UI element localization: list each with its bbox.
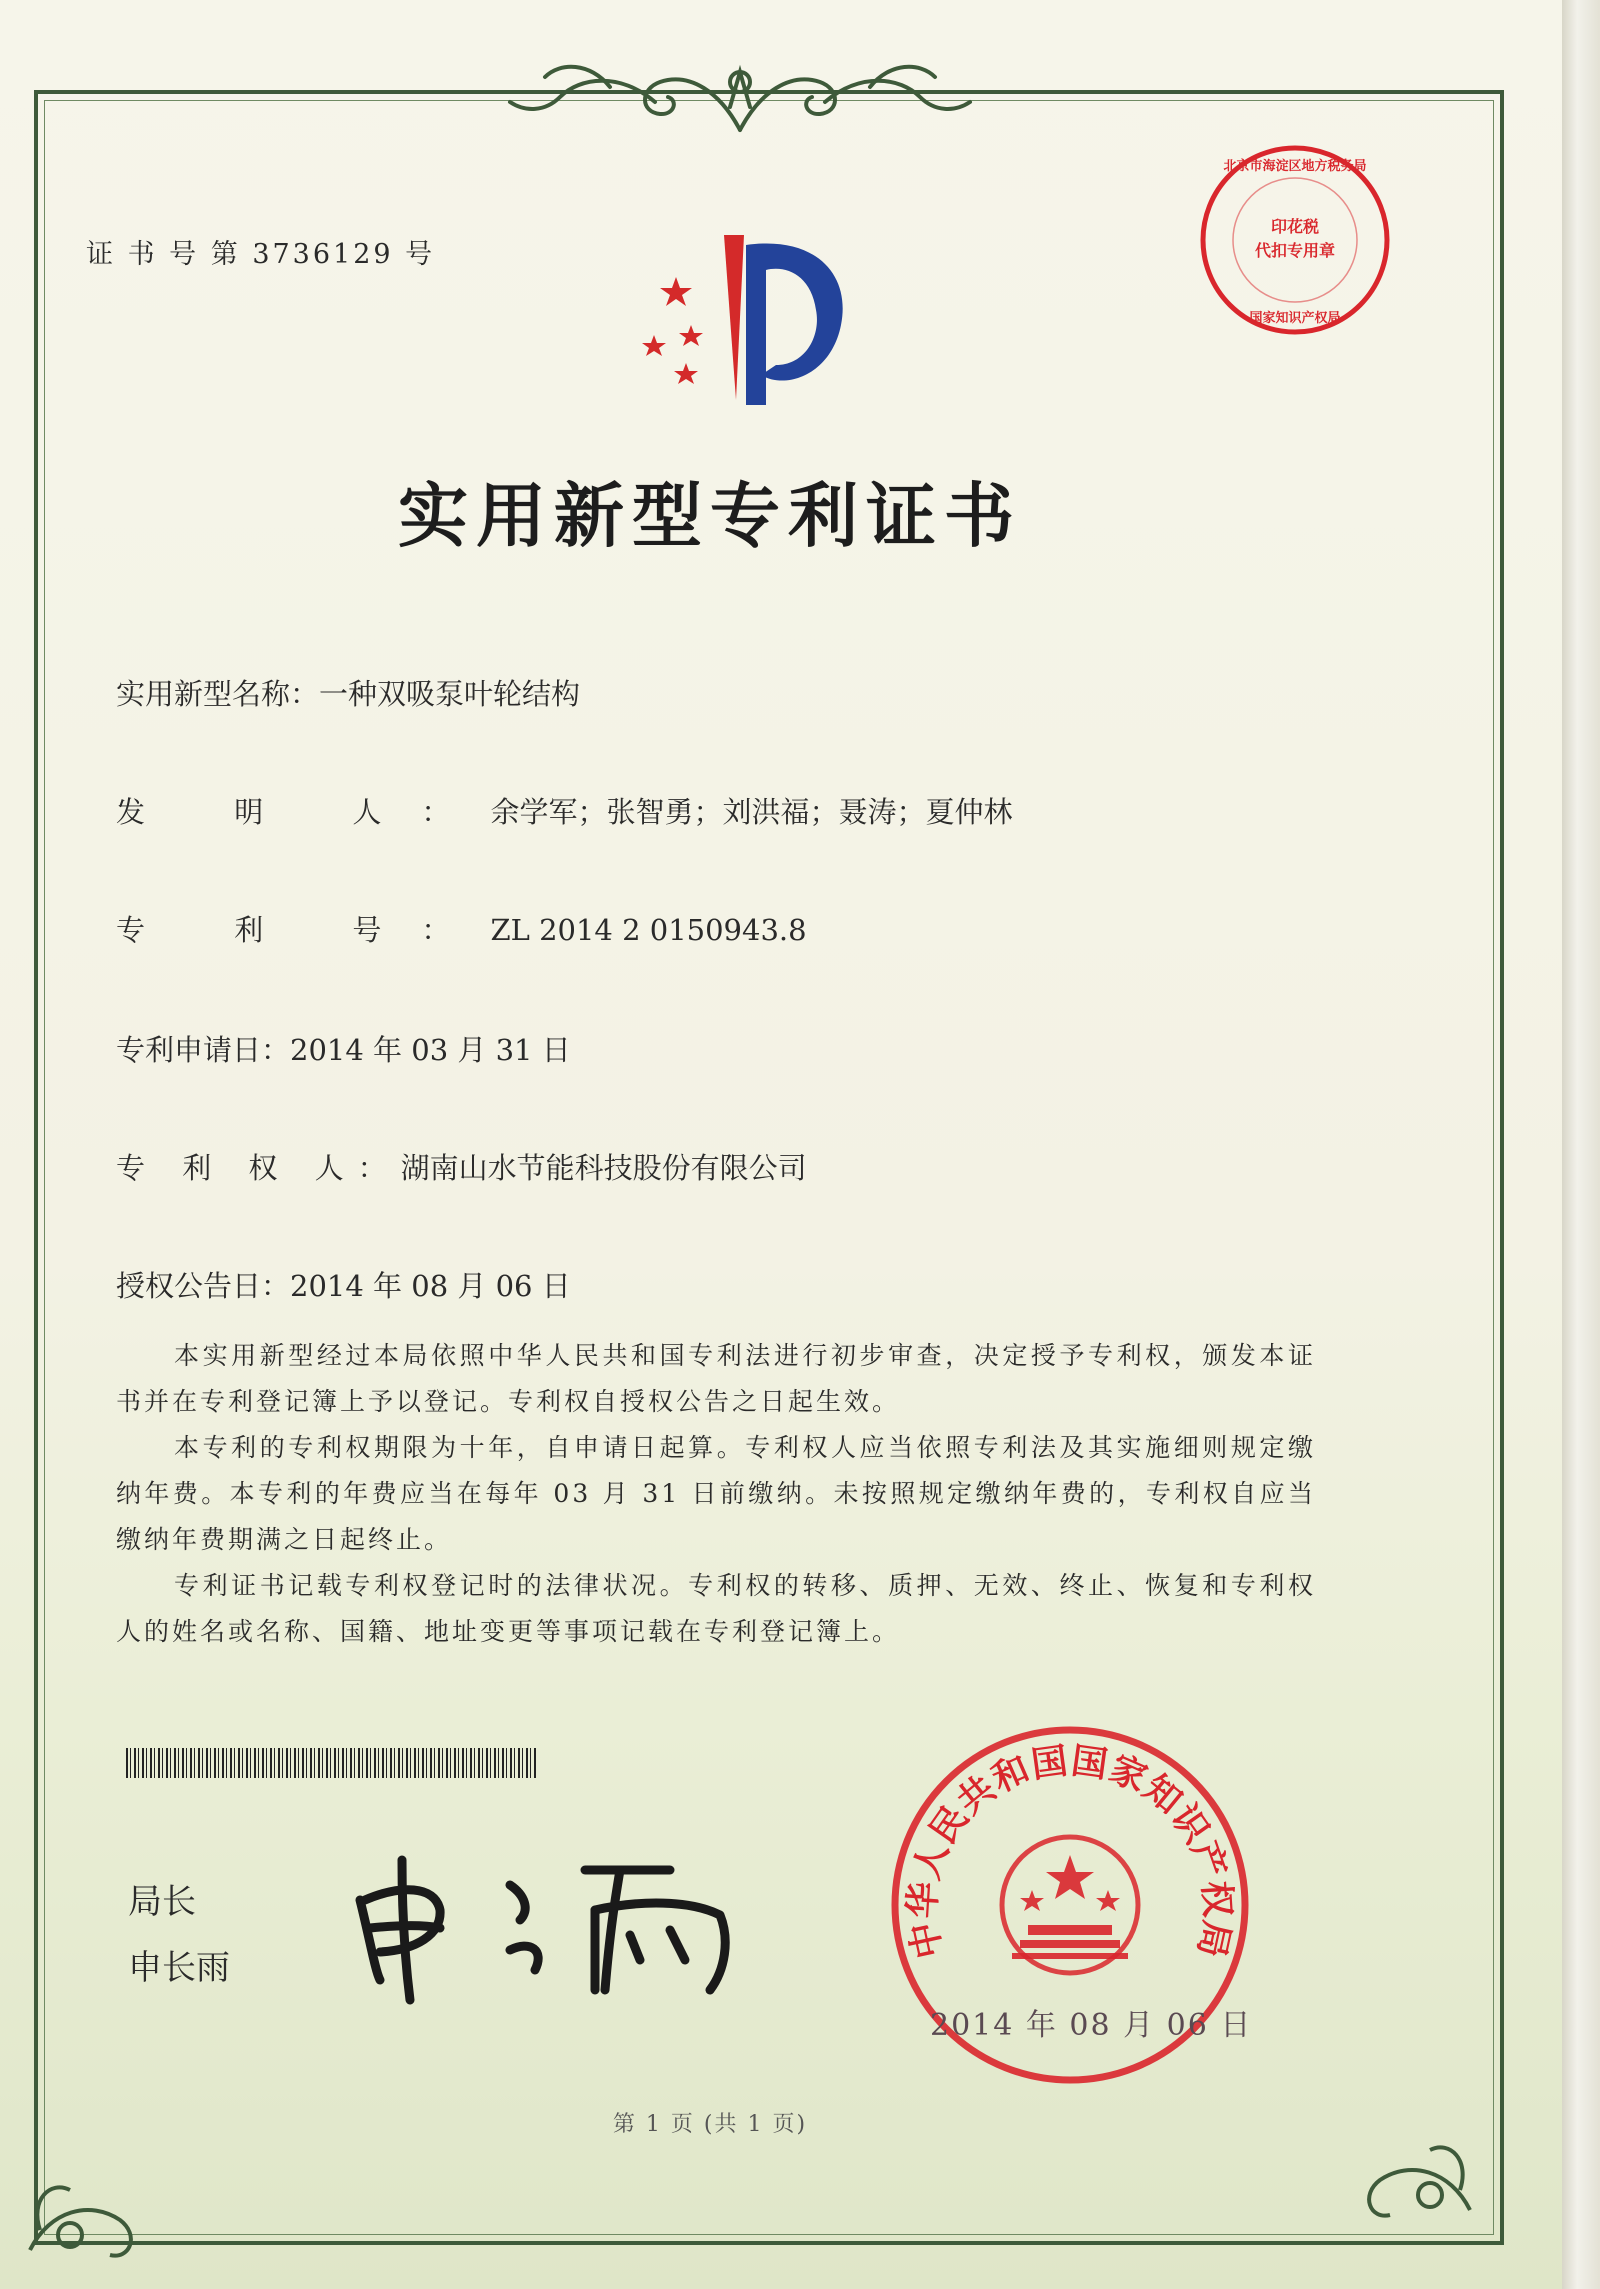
field-label: 专利申请日： [116,1033,291,1067]
certificate-number: 证 书 号 第 3736129 号 [86,239,436,270]
utility-model-name-row [116,672,580,713]
field-value: 一种双吸泵叶轮结构 [319,677,581,711]
svg-text:中华人民共和国国家知识产权局: 中华人民共和国国家知识产权局 [902,1740,1238,1962]
patentee-row [116,1146,807,1187]
field-value: 余学军；张智勇；刘洪福；聂涛；夏仲林 [490,795,1013,829]
handwritten-signature [340,1840,760,2010]
page-edge [1562,0,1600,2289]
seal-date: 2014 年 08 月 06 日 [930,2008,1253,2043]
field-label: 专 利 权 人： [116,1151,401,1185]
svg-text:印花税: 印花税 [1270,217,1320,236]
field-label: 发 明 人： [116,795,491,829]
ornament-corner-icon [1340,2080,1490,2230]
tax-stamp-seal-icon [1195,140,1395,340]
certificate-body [116,1333,1316,1655]
field-value: 湖南山水节能科技股份有限公司 [400,1151,807,1185]
body-paragraph: 本实用新型经过本局依照中华人民共和国专利法进行初步审查，决定授予专利权，颁发本证书并在专利登记簿上予以登记。专利权自授权公告之日起生效。 [116,1341,1316,1416]
page-number: 第 1 页 (共 1 页) [612,2112,808,2137]
ornament-crest-icon [490,52,990,142]
filing-date-row [116,1028,571,1069]
body-paragraph: 本专利的专利权期限为十年，自申请日起算。专利权人应当依照专利法及其实施细则规定缴纳年费。本专利的年费应当在每年 03 月 31 日前缴纳。未按照规定缴纳年费的，专利权自应当缴纳年费期满之日起终止。 [116,1433,1316,1554]
field-value: 2014 年 08 月 06 日 [290,1269,571,1303]
field-label: 实用新型名称： [116,677,320,711]
field-value: ZL 2014 2 0150943.8 [490,913,807,947]
patent-number-row [116,908,807,949]
svg-text:北京市海淀区地方税务局: 北京市海淀区地方税务局 [1223,159,1367,174]
director-name: 申长雨 [128,1948,230,1988]
barcode [126,1748,536,1778]
svg-text:代扣专用章: 代扣专用章 [1254,241,1336,260]
cnipa-logo-icon [616,215,866,415]
svg-text:国家知识产权局: 国家知识产权局 [1249,311,1341,326]
inventors-row [116,790,1012,831]
field-value: 2014 年 03 月 31 日 [290,1033,571,1067]
field-label: 专 利 号： [116,913,491,947]
grant-date-row [116,1264,571,1305]
page-title: 实用新型专利证书 [398,475,1022,557]
ornament-corner-icon [10,2120,160,2270]
director-title: 局长 [128,1882,196,1922]
field-label: 授权公告日： [116,1269,291,1303]
body-paragraph: 专利证书记载专利权登记时的法律状况。专利权的转移、质押、无效、终止、恢复和专利权人的姓名或名称、国籍、地址变更等事项记载在专利登记簿上。 [116,1571,1316,1646]
